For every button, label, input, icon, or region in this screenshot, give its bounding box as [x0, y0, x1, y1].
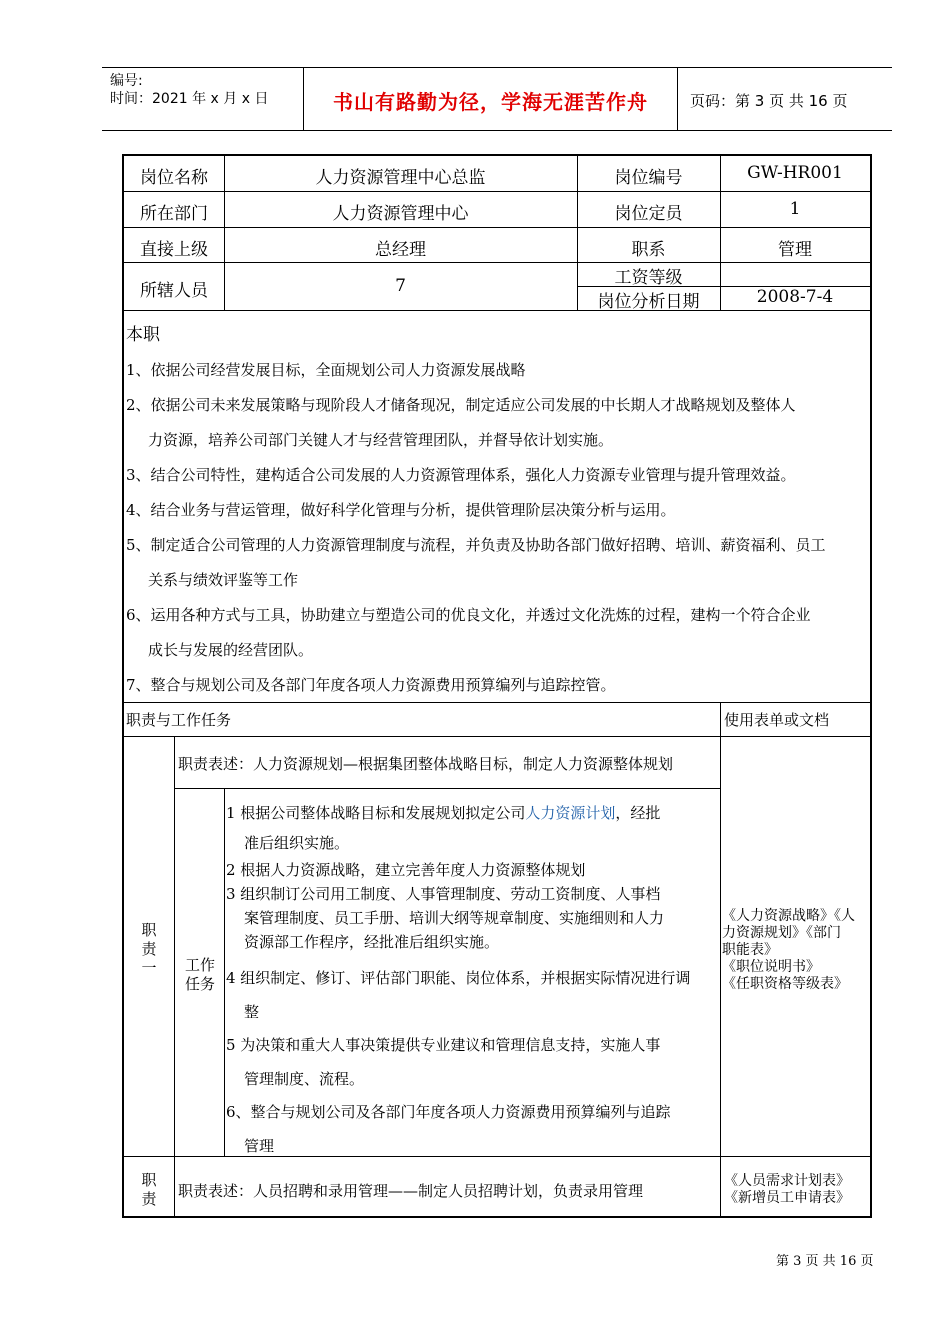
quota-value: 1 [789, 199, 801, 219]
duty-item: 4、结合业务与营运管理，做好科学化管理与分析，提供管理阶层决策分析与运用。 [126, 501, 676, 519]
tasks-header-right: 使用表单或文档 [724, 711, 830, 729]
task-line: 案管理制度、员工手册、培训大纲等规章制度、实施细则和人力 [244, 909, 665, 927]
tasks-header-left: 职责与工作任务 [126, 711, 232, 729]
row-divider [124, 310, 870, 311]
duty-item-continued: 成长与发展的经营团队。 [148, 641, 314, 659]
job-description-table [122, 154, 872, 1218]
subordinates-label: 所辖人员 [140, 281, 208, 301]
task-line: 准后组织实施。 [244, 834, 350, 852]
superior-value: 总经理 [375, 240, 426, 260]
subordinates-value: 7 [395, 276, 406, 296]
doc-number-label: 编号: [110, 73, 143, 89]
header-page-number: 页码：第 3 页 共 16 页 [690, 92, 848, 110]
task-line: 整 [244, 1003, 260, 1021]
duty-item: 3、结合公司特性，建构适合公司发展的人力资源管理体系，强化人力资源专业管理与提升管理效益。 [126, 466, 796, 484]
doc-time-label: 时间：2021 年 x 月 x 日 [110, 91, 269, 107]
task-line: 6、整合与规划公司及各部门年度各项人力资源费用预算编列与追踪 [226, 1103, 671, 1121]
duties-title: 本职 [126, 325, 160, 345]
row-divider [124, 702, 870, 703]
hr-plan-link[interactable]: 人力资源计划 [525, 804, 616, 822]
dept-label: 所在部门 [140, 204, 208, 224]
post-no-label: 岗位编号 [614, 168, 683, 188]
dept-value: 人力资源管理中心 [332, 204, 469, 224]
duty-item: 6、运用各种方式与工具，协助建立与塑造公司的优良文化，并透过文化洗炼的过程，建构一个符合企业 [126, 606, 811, 624]
row-divider [124, 191, 870, 192]
row-divider [124, 1156, 870, 1157]
task-line: 4 组织制定、修订、评估部门职能、岗位体系，并根据实际情况进行调 [226, 969, 691, 987]
duty-item-continued: 关系与绩效评鉴等工作 [148, 571, 299, 589]
analysis-date-label: 岗位分析日期 [597, 292, 700, 312]
col-divider [174, 736, 175, 1216]
resp2-statement: 职责表述：人员招聘和录用管理——制定人员招聘计划，负责录用管理 [178, 1182, 644, 1200]
task-text: 1 根据公司整体战略目标和发展规划拟定公司 [226, 804, 526, 822]
series-label: 职系 [631, 240, 666, 260]
task-line: 3 组织制订公司用工制度、人事管理制度、劳动工资制度、人事档 [226, 885, 661, 903]
resp1-doc-line: 《职位说明书》 [722, 959, 820, 975]
post-no-value: GW-HR001 [747, 163, 843, 183]
post-name-label: 岗位名称 [140, 168, 208, 188]
post-name-value: 人力资源管理中心总监 [315, 168, 486, 188]
row-divider [124, 262, 870, 263]
resp1-doc-line: 《人力资源战略》《人 [722, 908, 855, 924]
col-divider [224, 788, 225, 1156]
task-line: 管理制度、流程。 [244, 1070, 365, 1088]
header-motto-cell [304, 68, 678, 130]
row-divider [124, 736, 870, 737]
task-text: ，经批 [615, 804, 661, 822]
row-divider [174, 788, 720, 789]
duty-item: 7、整合与规划公司及各部门年度各项人力资源费用预算编列与追踪控管。 [126, 676, 616, 694]
task-line: 资源部工作程序，经批准后组织实施。 [244, 933, 500, 951]
resp2-doc-line: 《人员需求计划表》 [724, 1173, 850, 1189]
task-line: 2 根据人力资源战略，建立完善年度人力资源整体规划 [226, 861, 586, 879]
footer-page-number: 第 3 页 共 16 页 [776, 1254, 874, 1269]
resp2-doc-line: 《新增员工申请表》 [724, 1190, 850, 1206]
duty-item-continued: 力资源，培养公司部门关键人才与经营管理团队，并督导依计划实施。 [148, 431, 614, 449]
superior-label: 直接上级 [140, 240, 208, 260]
task-line [226, 802, 660, 823]
analysis-date-value: 2008-7-4 [756, 287, 834, 307]
header-motto: 书山有路勤为径，学海无涯苦作舟 [333, 90, 648, 114]
resp1-doc-line: 力资源规划》《部门 [722, 925, 841, 941]
page-header [102, 67, 892, 131]
col-divider [720, 702, 721, 1216]
duty-item: 2、依据公司未来发展策略与现阶段人才储备现况，制定适应公司发展的中长期人才战略规划及整体人 [126, 396, 796, 414]
quota-label: 岗位定员 [614, 204, 683, 224]
resp1-doc-line: 职能表》 [722, 942, 778, 958]
duty-item: 5、制定适合公司管理的人力资源管理制度与流程，并负责及协助各部门做好招聘、培训、薪资福利、员工 [126, 536, 826, 554]
header-meta-cell [102, 68, 304, 130]
header-page-cell [678, 68, 892, 130]
row-divider [124, 227, 870, 228]
duty-item: 1、依据公司经营发展目标，全面规划公司人力资源发展战略 [126, 361, 526, 379]
resp1-doc-line: 《任职资格等级表》 [722, 976, 848, 992]
resp1-label: 职责一 [141, 921, 157, 977]
series-value: 管理 [778, 240, 812, 260]
resp2-label: 职责 [141, 1171, 157, 1208]
task-line: 管理 [244, 1137, 275, 1155]
task-line: 5 为决策和重大人事决策提供专业建议和管理信息支持，实施人事 [226, 1036, 661, 1054]
salary-grade-label: 工资等级 [614, 268, 683, 288]
resp1-statement: 职责表述：人力资源规划—根据集团整体战略目标，制定人力资源整体规划 [178, 755, 674, 773]
resp1-work-label: 工作任务 [184, 956, 215, 993]
